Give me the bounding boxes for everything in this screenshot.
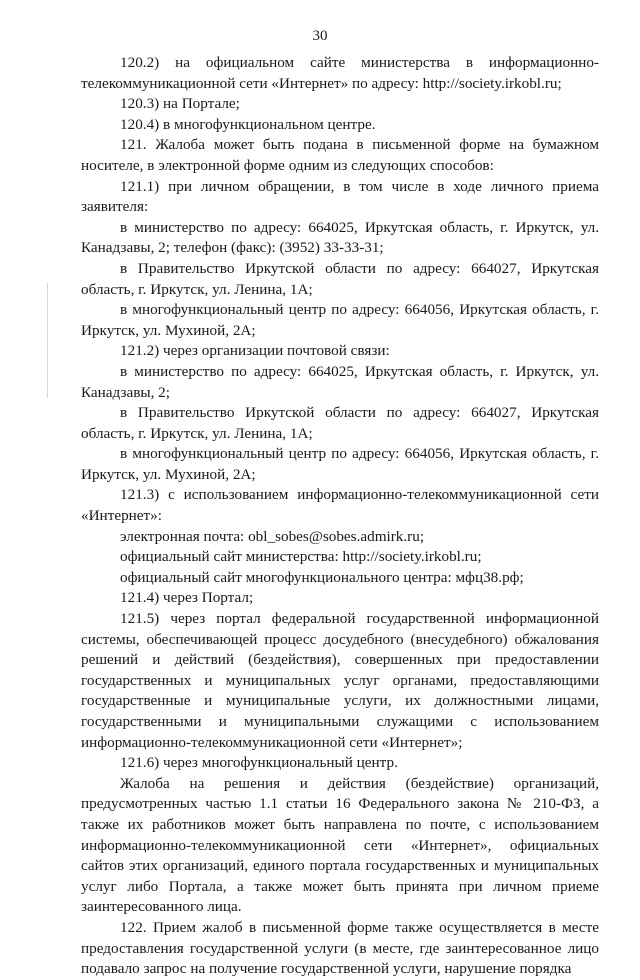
paragraph-121-1-government: в Правительство Иркутской области по адресу: 664027, Иркутская область, г. Иркутск, ул. Ленина, 1А; [81, 259, 599, 298]
paragraph-121-2: 121.2) через организации почтовой связи: [120, 342, 390, 360]
margin-mark [47, 283, 48, 398]
paragraph-122: 122. Прием жалоб в письменной форме также осуществляется в месте предоставления государственной услуги (в месте, где заинтересованное лицо подавало запрос на получение государственной услуги, нарушение порядка [81, 918, 599, 978]
paragraph-121: 121. Жалоба может быть подана в письменной форме на бумажном носителе, в электронной форме одним из следующих способов: [81, 136, 599, 174]
paragraph-complaint-organizations: Жалоба на решения и действия (бездействие) организаций, предусмотренных частью 1.1 статьи 16 Федерального закона № 210-ФЗ, а также их работников может быть направлена по почте, с использованием информационно-телекоммуникационной сети «Интернет», официальных сайтов этих организаций, единого портала государственных и муниципальных услуг либо Портала, а также может быть принята при личном приеме заинтересованного лица. [81, 774, 599, 916]
paragraph-email: электронная почта: obl_sobes@sobes.admirk.ru; [120, 527, 425, 545]
paragraph-120-2: 120.2) на официальном сайте министерства в информационно-телекоммуникационной сети «Интернет» по адресу: http://society.irkobl.ru; [81, 54, 599, 92]
paragraph-121-5: 121.5) через портал федеральной государственной информационной системы, обеспечивающей процесс досудебного (внесудебного) обжалования решений и действий (бездействия), совершенных при предоставлении государственных и муниципальных услуг органами, предоставляющими государственные и муниципальные услуги, их должностными лицами, государственными и муниципальными служащими с использованием информационно-телекоммуникационной сети «Интернет»; [81, 610, 599, 751]
paragraph-ministry-site: официальный сайт министерства: http://society.irkobl.ru; [120, 548, 482, 566]
paragraph-121-1: 121.1) при личном обращении, в том числе в ходе личного приема заявителя: [81, 177, 599, 216]
paragraph-121-1-ministry: в министерство по адресу: 664025, Иркутская область, г. Иркутск, ул. Канадзавы, 2; телефон (факс): (3952) 33-33-31; [81, 218, 599, 257]
paragraph-121-3: 121.3) с использованием информационно-телекоммуникационной сети «Интернет»: [81, 486, 599, 525]
paragraph-mfc-site: официальный сайт многофункционального центра: мфц38.рф; [120, 568, 524, 586]
paragraph-120-4: 120.4) в многофункциональном центре. [120, 115, 376, 133]
paragraph-121-2-government: в Правительство Иркутской области по адресу: 664027, Иркутская область, г. Иркутск, ул. Ленина, 1А; [81, 404, 599, 442]
paragraph-120-3: 120.3) на Портале; [120, 95, 240, 113]
paragraph-121-6: 121.6) через многофункциональный центр. [120, 754, 398, 772]
document-body [81, 53, 599, 980]
page-number: 30 [312, 28, 328, 44]
paragraph-121-2-ministry: в министерство по адресу: 664025, Иркутская область, г. Иркутск, ул. Канадзавы, 2; [81, 362, 599, 401]
paragraph-121-4: 121.4) через Портал; [120, 589, 254, 607]
paragraph-121-2-mfc: в многофункциональный центр по адресу: 664056, Иркутская область, г. Иркутск, ул. Мухиной, 2А; [81, 445, 599, 483]
paragraph-121-1-mfc: в многофункциональный центр по адресу: 664056, Иркутская область, г. Иркутск, ул. Мухиной, 2А; [81, 301, 599, 339]
